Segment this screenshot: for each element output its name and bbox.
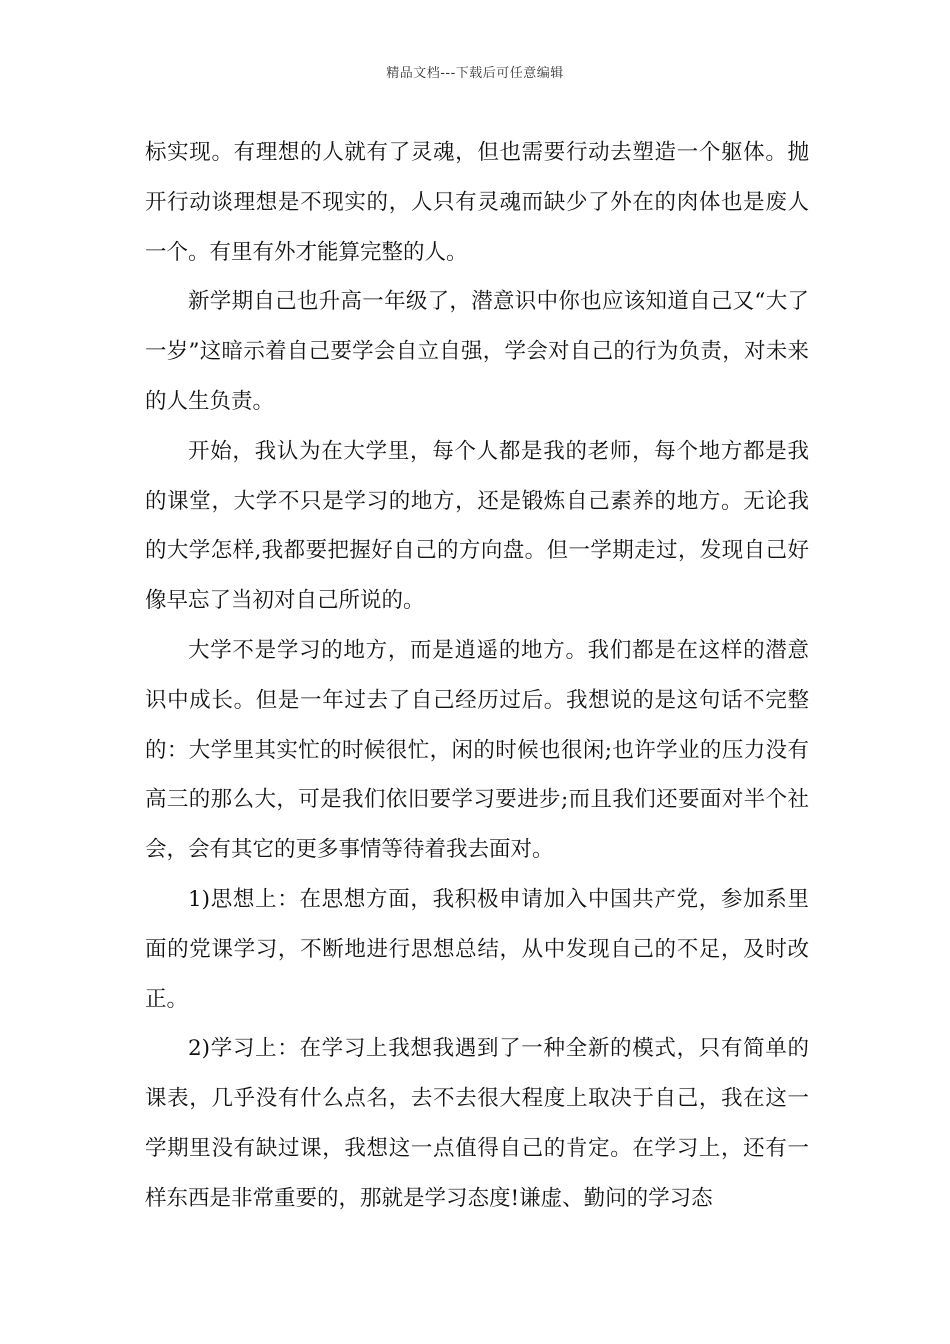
page-header: 精品文档---下载后可任意编辑 <box>386 66 564 81</box>
paragraph: 新学期自己也升高一年级了，潜意识中你也应该知道自己又“大了一岁”这暗示着自己要学会自立自强，学会对自己的行为负责，对未来的人生负责。 <box>145 289 809 414</box>
document-body <box>145 128 809 1224</box>
paragraph: 大学不是学习的地方，而是逍遥的地方。我们都是在这样的潜意识中成长。但是一年过去了自己经历过后。我想说的是这句话不完整的：大学里其实忙的时候很忙，闲的时候也很闲;也许学业的压力没有高三的那么大，可是我们依旧要学习要进步;而且我们还要面对半个社会，会有其它的更多事情等待着我去面对。 <box>145 637 809 863</box>
paragraph-thought: 1)思想上：在思想方面，我积极申请加入中国共产党，参加系里面的党课学习，不断地进行思想总结，从中发现自己的不足，及时改正。 <box>145 886 809 1012</box>
paragraph-study: 2)学习上：在学习上我想我遇到了一种全新的模式，只有简单的课表，几乎没有什么点名，去不去很大程度上取决于自己，我在这一学期里没有缺过课，我想这一点值得自己的肯定。在学习上，还有一样东西是非常重要的，那就是学习态度!谦虚、勤问的学习态 <box>145 1036 809 1211</box>
paragraph: 开始，我认为在大学里，每个人都是我的老师，每个地方都是我的课堂，大学不只是学习的地方，还是锻炼自己素养的地方。无论我的大学怎样,我都要把握好自己的方向盘。但一学期走过，发现自己好像早忘了当初对自己所说的。 <box>145 438 809 614</box>
paragraph-continuation: 标实现。有理想的人就有了灵魂，但也需要行动去塑造一个躯体。抛开行动谈理想是不现实的，人只有灵魂而缺少了外在的肉体也是废人一个。有里有外才能算完整的人。 <box>145 140 809 265</box>
